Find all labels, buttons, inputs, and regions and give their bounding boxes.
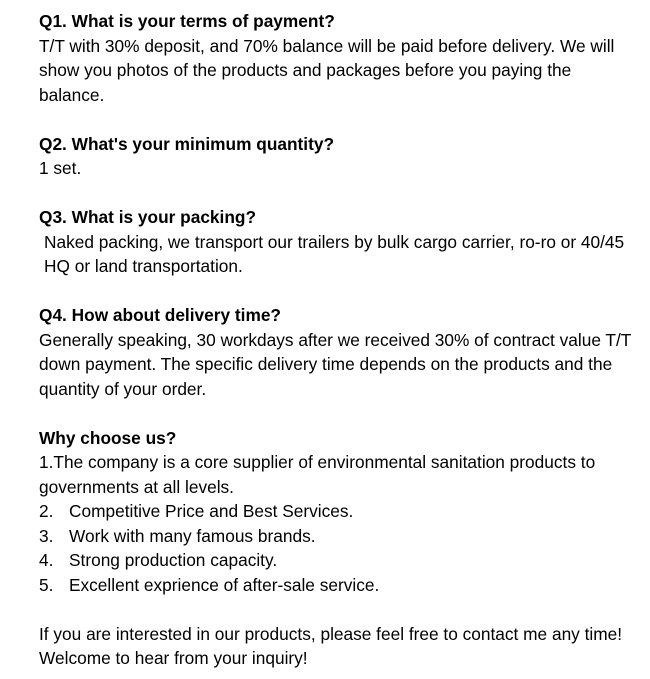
faq-question: Q1. What is your terms of payment? xyxy=(39,11,335,31)
list-item-number: 3. xyxy=(39,525,54,546)
faq-answer: Generally speaking, 30 workdays after we received 30% of contract value T/T down payment. The specific delivery time depends on the products and the quantity of your order. xyxy=(39,329,632,399)
faq-item-minimum-quantity xyxy=(39,132,639,181)
list-item-number: 5. xyxy=(39,574,54,595)
list-item-number: 4. xyxy=(39,550,54,570)
faq-item-delivery-time xyxy=(39,303,639,401)
faq-question: Q4. How about delivery time? xyxy=(39,305,281,325)
list-item xyxy=(39,548,639,573)
list-item-text: Strong production capacity. xyxy=(69,550,278,570)
faq-answer: 1 set. xyxy=(39,158,82,178)
faq-item-packing xyxy=(39,205,639,279)
faq-question: Q3. What is your packing? xyxy=(39,207,257,227)
list-item xyxy=(39,573,639,598)
faq-answer: T/T with 30% deposit, and 70% balance will be paid before delivery. We will show you photos of the products and packages before you paying the balance. xyxy=(39,35,615,105)
faq-question: Q2. What's your minimum quantity? xyxy=(39,133,335,154)
closing-section xyxy=(39,622,639,671)
why-choose-us-intro: 1.The company is a core supplier of environmental sanitation products to governments at all levels. xyxy=(39,452,596,497)
list-item-text: Competitive Price and Best Services. xyxy=(69,501,354,521)
list-item xyxy=(39,499,639,524)
list-item-text: Work with many famous brands. xyxy=(69,525,316,546)
list-item xyxy=(39,524,639,549)
list-item-text: Excellent exprience of after-sale service. xyxy=(69,574,380,595)
list-item-number: 2. xyxy=(39,501,54,521)
why-choose-us-section xyxy=(39,426,639,598)
faq-item-payment xyxy=(39,9,639,107)
why-choose-us-heading: Why choose us? xyxy=(39,427,177,448)
faq-document xyxy=(39,9,639,671)
why-choose-us-list xyxy=(39,499,639,597)
closing-text: If you are interested in our products, please feel free to contact me any time! Welcome to hear from your inquiry! xyxy=(39,623,623,668)
faq-answer: Naked packing, we transport our trailers by bulk cargo carrier, ro-ro or 40/45 HQ or land transportation. xyxy=(44,231,625,276)
